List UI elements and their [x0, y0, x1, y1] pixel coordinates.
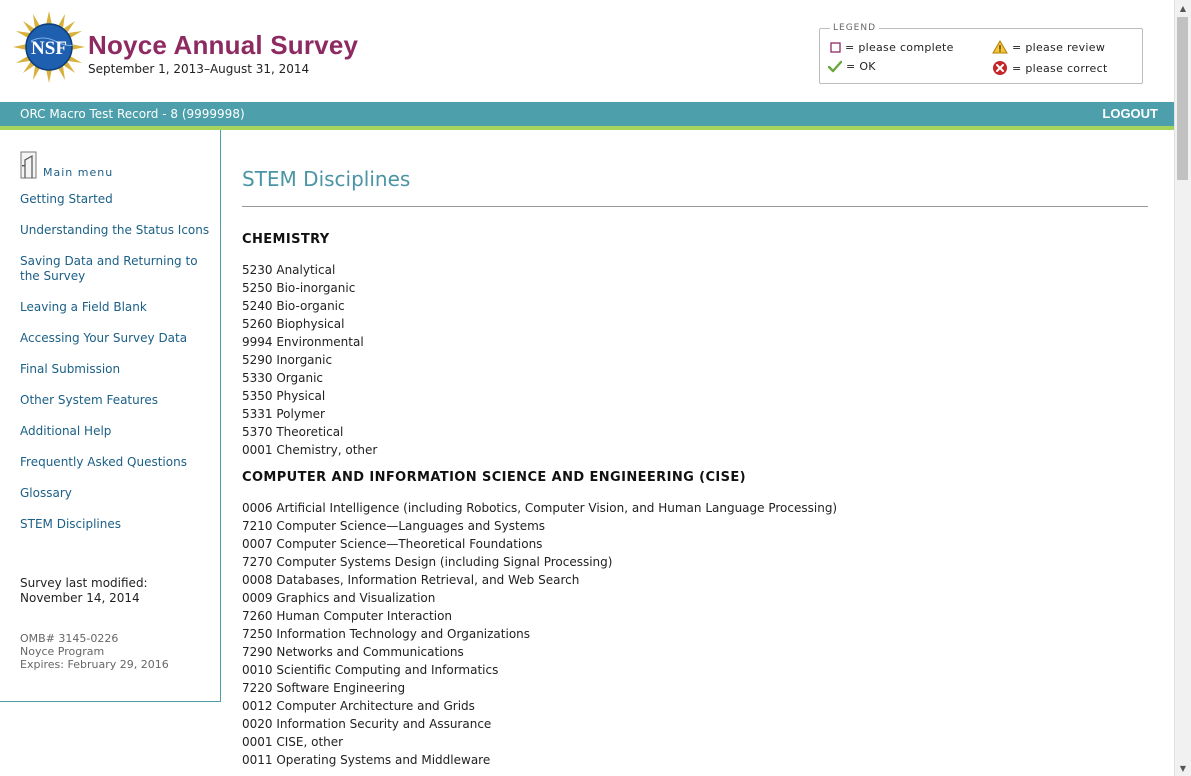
discipline-item: 0008 Databases, Information Retrieval, and Web Search [242, 573, 580, 587]
discipline-item: 0001 Chemistry, other [242, 443, 378, 457]
app-title: Noyce Annual Survey [88, 30, 359, 60]
nav-getting-started[interactable]: Getting Started [20, 192, 113, 206]
discipline-item: 0020 Information Security and Assurance [242, 717, 492, 731]
discipline-item: 0001 CISE, other [242, 735, 344, 749]
title-divider [242, 206, 1148, 207]
logout-button[interactable]: LOGOUT [1102, 106, 1158, 121]
discipline-item: 5240 Bio-organic [242, 299, 345, 313]
page-title: STEM Disciplines [242, 167, 411, 191]
discipline-item: 7270 Computer Systems Design (including Signal Processing) [242, 555, 613, 569]
section-heading: COMPUTER AND INFORMATION SCIENCE AND ENGINEERING (CISE) [242, 470, 747, 485]
discipline-item: 5370 Theoretical [242, 425, 344, 439]
expiration-date: Expires: February 29, 2016 [20, 658, 169, 671]
scrollbar-thumb[interactable] [1177, 17, 1188, 180]
last-modified-label: Survey last modified: [20, 576, 148, 590]
discipline-item: 0011 Operating Systems and Middleware [242, 753, 491, 767]
nav-final-submission[interactable]: Final Submission [20, 362, 121, 376]
discipline-item: 7260 Human Computer Interaction [242, 609, 453, 623]
nsf-logo [13, 11, 85, 83]
legend-please-correct: = please correct [992, 60, 1108, 76]
section-cise [242, 469, 837, 769]
discipline-item: 5350 Physical [242, 389, 326, 403]
section-heading: CHEMISTRY [242, 232, 330, 247]
svg-text:NSF: NSF [31, 38, 67, 59]
checkmark-icon [828, 60, 842, 73]
last-modified [20, 576, 148, 606]
empty-square-icon [830, 42, 841, 53]
record-bar [0, 102, 1174, 126]
warning-triangle-icon [992, 40, 1008, 54]
page-header [0, 0, 1174, 102]
red-x-circle-icon [992, 60, 1008, 76]
last-modified-date: November 14, 2014 [20, 591, 140, 605]
discipline-item: 9994 Environmental [242, 335, 364, 349]
program-name: Noyce Program [20, 645, 105, 658]
survey-period: September 1, 2013–August 31, 2014 [88, 62, 310, 76]
main-menu-link[interactable]: Main menu [20, 151, 113, 179]
discipline-item: 0010 Scientific Computing and Informatics [242, 663, 499, 677]
discipline-item: 7250 Information Technology and Organizations [242, 627, 531, 641]
nav-faq[interactable]: Frequently Asked Questions [20, 455, 187, 469]
discipline-item: 0009 Graphics and Visualization [242, 591, 436, 605]
discipline-item: 5260 Biophysical [242, 317, 345, 331]
legend-ok: = OK [828, 60, 876, 73]
discipline-item: 0012 Computer Architecture and Grids [242, 699, 475, 713]
main-menu-icon [20, 151, 37, 179]
discipline-item: 0007 Computer Science—Theoretical Foundations [242, 537, 543, 551]
legend-please-review: = please review [992, 40, 1105, 54]
discipline-item: 7220 Software Engineering [242, 681, 406, 695]
status-legend [819, 23, 1143, 84]
discipline-item: 7290 Networks and Communications [242, 645, 464, 659]
legend-title: LEGEND [830, 23, 879, 33]
nav-saving-data[interactable]: Saving Data and Returning to the Survey [20, 254, 198, 283]
discipline-item: 5250 Bio-inorganic [242, 281, 356, 295]
sidebar [0, 130, 221, 702]
nav-leaving-field-blank[interactable]: Leaving a Field Blank [20, 300, 147, 314]
nav-other-features[interactable]: Other System Features [20, 393, 159, 407]
legend-please-complete: = please complete [830, 41, 954, 54]
record-label: ORC Macro Test Record - 8 (9999998) [20, 107, 245, 121]
discipline-item: 5331 Polymer [242, 407, 325, 421]
scroll-down-arrow-icon[interactable]: ▼ [1179, 763, 1187, 773]
omb-number: OMB# 3145-0226 [20, 632, 119, 645]
nav-glossary[interactable]: Glossary [20, 486, 72, 500]
discipline-item: 7210 Computer Science—Languages and Systems [242, 519, 546, 533]
vertical-scrollbar[interactable] [1174, 0, 1191, 776]
nav-status-icons[interactable]: Understanding the Status Icons [20, 223, 210, 237]
discipline-item: 5330 Organic [242, 371, 324, 385]
omb-info [20, 632, 169, 671]
section-chemistry [242, 231, 377, 459]
discipline-item: 5230 Analytical [242, 263, 336, 277]
discipline-item: 0006 Artificial Intelligence (including Robotics, Computer Vision, and Human Language Processing) [242, 501, 838, 515]
nav-additional-help[interactable]: Additional Help [20, 424, 112, 438]
nav-stem-disciplines[interactable]: STEM Disciplines [20, 517, 121, 531]
help-nav [20, 192, 210, 548]
discipline-item: 5290 Inorganic [242, 353, 333, 367]
scroll-up-arrow-icon[interactable]: ▲ [1179, 3, 1187, 13]
nav-accessing-data[interactable]: Accessing Your Survey Data [20, 331, 188, 345]
